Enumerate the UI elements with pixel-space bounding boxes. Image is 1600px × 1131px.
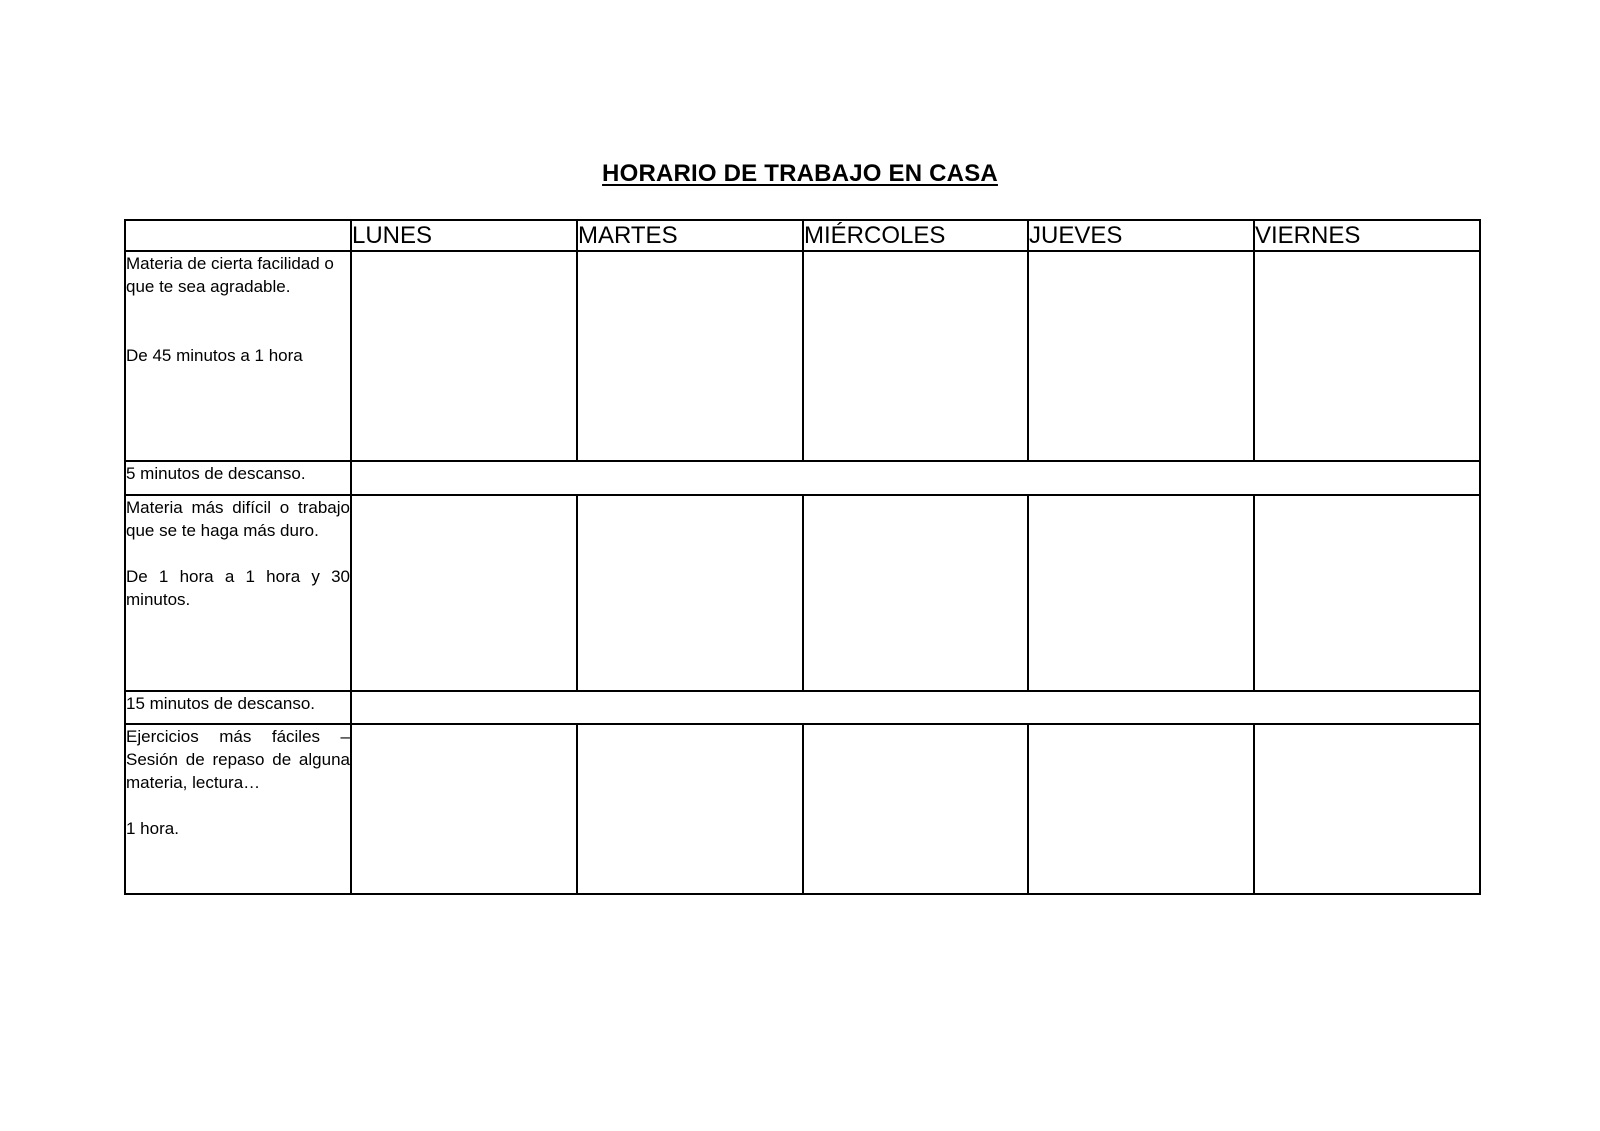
slot-block3-lunes[interactable]: [351, 724, 577, 894]
table-row-block2: [125, 495, 1480, 691]
slot-block1-lunes[interactable]: [351, 251, 577, 461]
page-title: HORARIO DE TRABAJO EN CASA: [602, 160, 998, 187]
block3-description: Ejercicios más fáciles – Sesión de repaso de alguna materia, lectura…: [126, 727, 350, 792]
corner-cell: [125, 220, 351, 251]
day-header-lunes: LUNES: [351, 220, 577, 251]
schedule-table: [124, 219, 1481, 895]
table-row-block3: [125, 724, 1480, 894]
slot-block1-viernes[interactable]: [1254, 251, 1480, 461]
break2-span: [351, 691, 1480, 724]
table-row-break2: [125, 691, 1480, 724]
slot-block3-viernes[interactable]: [1254, 724, 1480, 894]
slot-block2-lunes[interactable]: [351, 495, 577, 691]
slot-block2-martes[interactable]: [577, 495, 803, 691]
slot-block1-martes[interactable]: [577, 251, 803, 461]
block1-description: Materia de cierta facilidad o que te sea agradable.: [126, 254, 334, 296]
slot-block3-miercoles[interactable]: [803, 724, 1028, 894]
day-header-jueves: JUEVES: [1028, 220, 1254, 251]
slot-block2-jueves[interactable]: [1028, 495, 1254, 691]
slot-block2-miercoles[interactable]: [803, 495, 1028, 691]
block3-label: [125, 724, 351, 894]
block2-duration: De 1 hora a 1 hora y 30 minutos.: [126, 567, 350, 609]
block1-label: [125, 251, 351, 461]
day-header-viernes: VIERNES: [1254, 220, 1480, 251]
break2-label: 15 minutos de descanso.: [125, 691, 351, 724]
slot-block3-martes[interactable]: [577, 724, 803, 894]
break1-span: [351, 461, 1480, 495]
block1-duration: De 45 minutos a 1 hora: [126, 346, 303, 365]
break1-label: 5 minutos de descanso.: [125, 461, 351, 495]
slot-block2-viernes[interactable]: [1254, 495, 1480, 691]
block3-duration: 1 hora.: [126, 819, 179, 838]
table-row-block1: [125, 251, 1480, 461]
block2-label: [125, 495, 351, 691]
slot-block1-miercoles[interactable]: [803, 251, 1028, 461]
slot-block1-jueves[interactable]: [1028, 251, 1254, 461]
day-header-martes: MARTES: [577, 220, 803, 251]
header-row: [125, 220, 1480, 251]
block2-description: Materia más difícil o trabajo que se te haga más duro.: [126, 498, 350, 540]
day-header-miercoles: MIÉRCOLES: [803, 220, 1028, 251]
slot-block3-jueves[interactable]: [1028, 724, 1254, 894]
table-row-break1: [125, 461, 1480, 495]
